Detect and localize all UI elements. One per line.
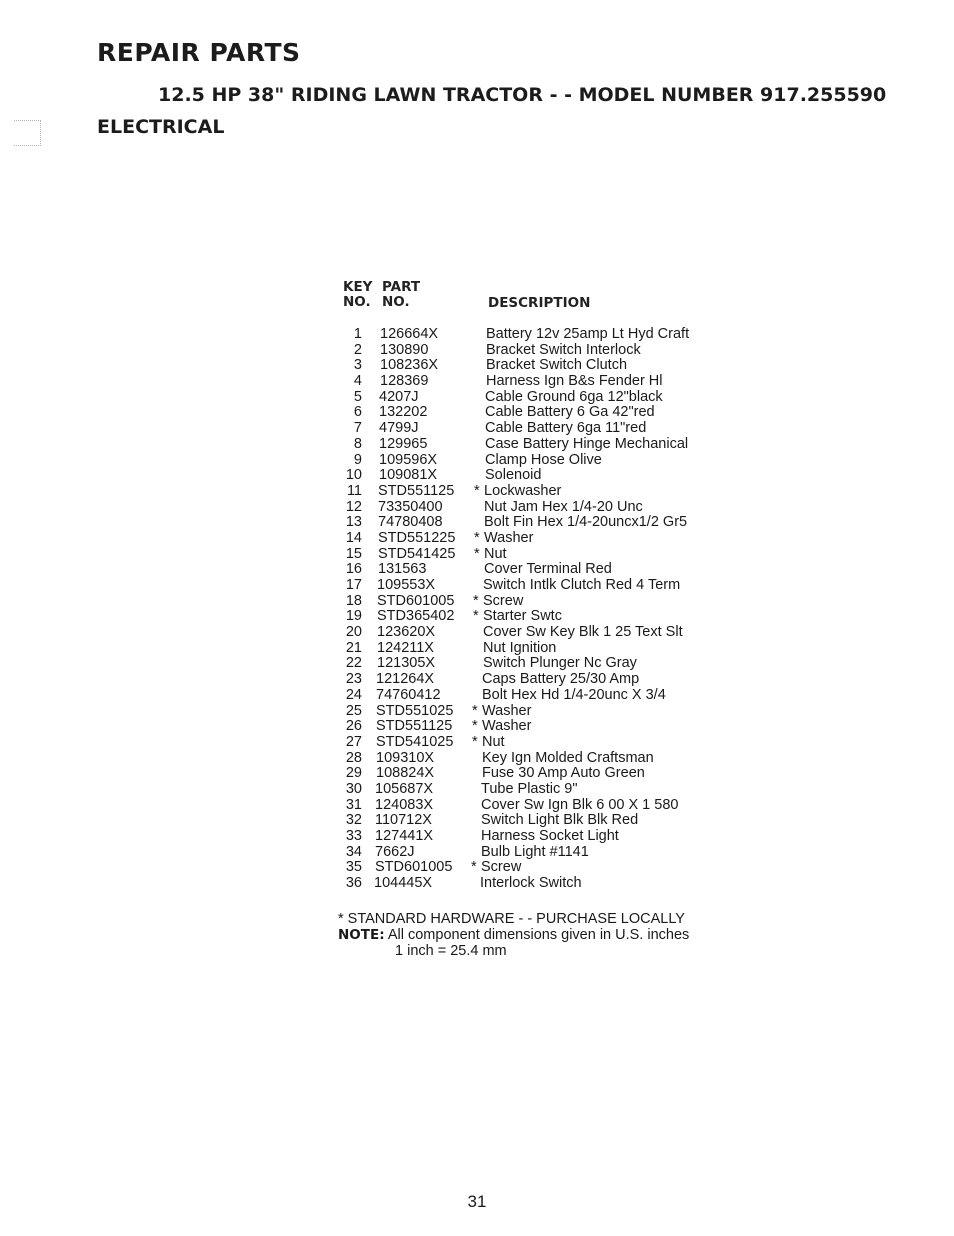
part-description: Cable Battery 6 Ga 42"red (485, 404, 655, 421)
section-heading: ELECTRICAL (97, 116, 225, 138)
key-number: 31 (345, 796, 362, 813)
col-header-key-top: KEY (343, 279, 373, 295)
standard-hardware-mark: * (473, 592, 479, 609)
key-number: 32 (345, 812, 362, 829)
key-number: 6 (353, 404, 362, 421)
conversion-note: 1 inch = 25.4 mm (395, 943, 507, 959)
part-number: 109596X (379, 451, 438, 468)
part-number: STD601005 (377, 592, 455, 609)
key-number: 8 (353, 435, 362, 452)
part-number: 131563 (378, 561, 427, 578)
key-number: 7 (353, 420, 362, 437)
part-description: Washer (482, 718, 532, 735)
part-description: Clamp Hose Olive (485, 451, 602, 468)
part-description: Cable Ground 6ga 12"black (485, 388, 663, 405)
standard-hardware-mark: * (472, 702, 478, 719)
part-description: Battery 12v 25amp Lt Hyd Craft (486, 326, 690, 342)
part-number: 74760412 (376, 686, 441, 703)
standard-hardware-mark: * (474, 529, 480, 546)
part-number: 105687X (375, 780, 434, 797)
key-number: 11 (346, 482, 362, 499)
part-number: 104445X (374, 875, 433, 892)
part-number: 4207J (379, 388, 419, 405)
part-description: Cover Sw Key Blk 1 25 Text Slt (483, 624, 683, 641)
part-description: Lockwasher (484, 482, 562, 499)
part-number: 109553X (377, 577, 436, 593)
part-description: Cable Battery 6ga 11"red (485, 420, 647, 437)
key-number: 17 (345, 577, 362, 593)
standard-hardware-mark: * (472, 733, 478, 750)
key-number: 19 (345, 608, 362, 625)
part-description: Harness Socket Light (481, 828, 619, 844)
key-number: 28 (345, 749, 362, 766)
part-description: Nut Jam Hex 1/4-20 Unc (484, 498, 643, 515)
part-number: STD551025 (376, 702, 454, 719)
part-number: 109310X (376, 749, 435, 766)
part-number: 128369 (380, 373, 429, 390)
key-number: 21 (345, 639, 362, 656)
key-number: 22 (345, 655, 362, 672)
part-description: Bracket Switch Interlock (486, 341, 641, 358)
part-number: 129965 (379, 435, 428, 452)
standard-hardware-note: * STANDARD HARDWARE - - PURCHASE LOCALLY (338, 911, 685, 927)
standard-hardware-mark: * (472, 718, 478, 735)
part-number: 108236X (380, 357, 439, 374)
key-number: 10 (345, 467, 362, 484)
part-number: STD365402 (377, 608, 455, 625)
key-number: 4 (353, 373, 362, 390)
part-description: Washer (482, 702, 532, 719)
standard-hardware-mark: * (474, 545, 480, 562)
part-number: 130890 (380, 341, 429, 358)
part-description: Nut Ignition (483, 639, 557, 656)
standard-hardware-mark: * (471, 859, 477, 876)
part-number: 109081X (379, 467, 438, 484)
part-description: Screw (481, 859, 522, 876)
key-number: 5 (353, 388, 362, 405)
part-description: Switch Light Blk Blk Red (481, 812, 639, 829)
standard-hardware-mark: * (473, 608, 479, 625)
part-description: Screw (483, 592, 524, 609)
part-description: Key Ign Molded Craftsman (482, 749, 654, 766)
key-number: 15 (345, 545, 362, 562)
part-description: Bulb Light #1141 (481, 843, 589, 860)
page-title: REPAIR PARTS (97, 38, 301, 67)
key-number: 9 (353, 451, 362, 468)
part-number: 4799J (379, 420, 419, 437)
key-number: 35 (345, 859, 362, 876)
key-number: 24 (345, 686, 362, 703)
part-description: Starter Swtc (483, 608, 562, 625)
page-number: 31 (467, 1192, 487, 1211)
part-number: STD601005 (375, 859, 453, 876)
footer-notes (338, 911, 689, 959)
key-number: 34 (345, 843, 362, 860)
note-label: NOTE: (338, 927, 385, 943)
key-number: 2 (353, 341, 362, 358)
key-number: 36 (345, 875, 362, 892)
part-number: STD541025 (376, 733, 454, 750)
part-number: 110712X (375, 812, 432, 829)
part-description: Fuse 30 Amp Auto Green (482, 765, 645, 782)
part-number: 124083X (375, 796, 434, 813)
col-header-part-top: PART (382, 279, 421, 295)
key-number: 23 (345, 671, 362, 688)
key-number: 18 (345, 592, 362, 609)
key-number: 1 (353, 326, 362, 342)
key-number: 29 (345, 765, 362, 782)
part-number: STD541425 (378, 545, 456, 562)
part-description: Harness Ign B&s Fender Hl (486, 373, 663, 390)
part-number: 126664X (380, 326, 439, 342)
key-number: 20 (345, 624, 362, 641)
key-number: 33 (345, 828, 362, 844)
key-number: 25 (345, 702, 362, 719)
part-description: Switch Plunger Nc Gray (483, 655, 637, 672)
part-description: Tube Plastic 9" (481, 780, 578, 797)
key-number: 26 (345, 718, 362, 735)
key-number: 3 (353, 357, 362, 374)
part-description: Bolt Hex Hd 1/4-20unc X 3/4 (482, 686, 666, 703)
part-description: Case Battery Hinge Mechanical (485, 435, 689, 452)
part-number: 124211X (377, 639, 434, 656)
part-description: Bolt Fin Hex 1/4-20uncx1/2 Gr5 (484, 514, 688, 531)
part-number: STD551125 (376, 718, 453, 735)
part-number: 132202 (379, 404, 428, 421)
part-number: 108824X (376, 765, 435, 782)
key-number: 27 (345, 733, 362, 750)
col-header-key-bottom: NO. (343, 294, 371, 310)
dimensions-note (338, 927, 689, 943)
part-description: Bracket Switch Clutch (486, 357, 628, 374)
part-description: Caps Battery 25/30 Amp (482, 671, 640, 688)
part-number: STD551125 (378, 482, 455, 499)
margin-mark (14, 120, 41, 146)
key-number: 13 (345, 514, 362, 531)
part-description: Interlock Switch (480, 875, 582, 892)
part-description: Cover Terminal Red (484, 561, 612, 578)
key-number: 16 (345, 561, 362, 578)
part-number: 121264X (376, 671, 435, 688)
model-subtitle: 12.5 HP 38" RIDING LAWN TRACTOR - - MODEL NUMBER 917.255590 (158, 84, 887, 106)
part-number: 7662J (375, 843, 415, 860)
note-text: All component dimensions given in U.S. inches (387, 927, 690, 943)
part-number: 74780408 (378, 514, 443, 531)
standard-hardware-mark: * (474, 482, 480, 499)
part-description: Switch Intlk Clutch Red 4 Term (483, 577, 681, 593)
part-number: 121305X (377, 655, 436, 672)
col-header-part-bottom: NO. (382, 294, 410, 310)
part-number: 123620X (377, 624, 436, 641)
part-description: Cover Sw Ign Blk 6 00 X 1 580 (481, 796, 679, 813)
key-number: 30 (345, 780, 362, 797)
part-number: STD551225 (378, 529, 456, 546)
part-description: Solenoid (485, 467, 542, 484)
part-description: Washer (484, 529, 534, 546)
part-number: 127441X (375, 828, 434, 844)
part-description: Nut (482, 733, 505, 750)
key-number: 14 (345, 529, 362, 546)
col-header-description: DESCRIPTION (488, 295, 591, 311)
part-description: Nut (484, 545, 507, 562)
part-number: 73350400 (378, 498, 443, 515)
key-number: 12 (345, 498, 362, 515)
